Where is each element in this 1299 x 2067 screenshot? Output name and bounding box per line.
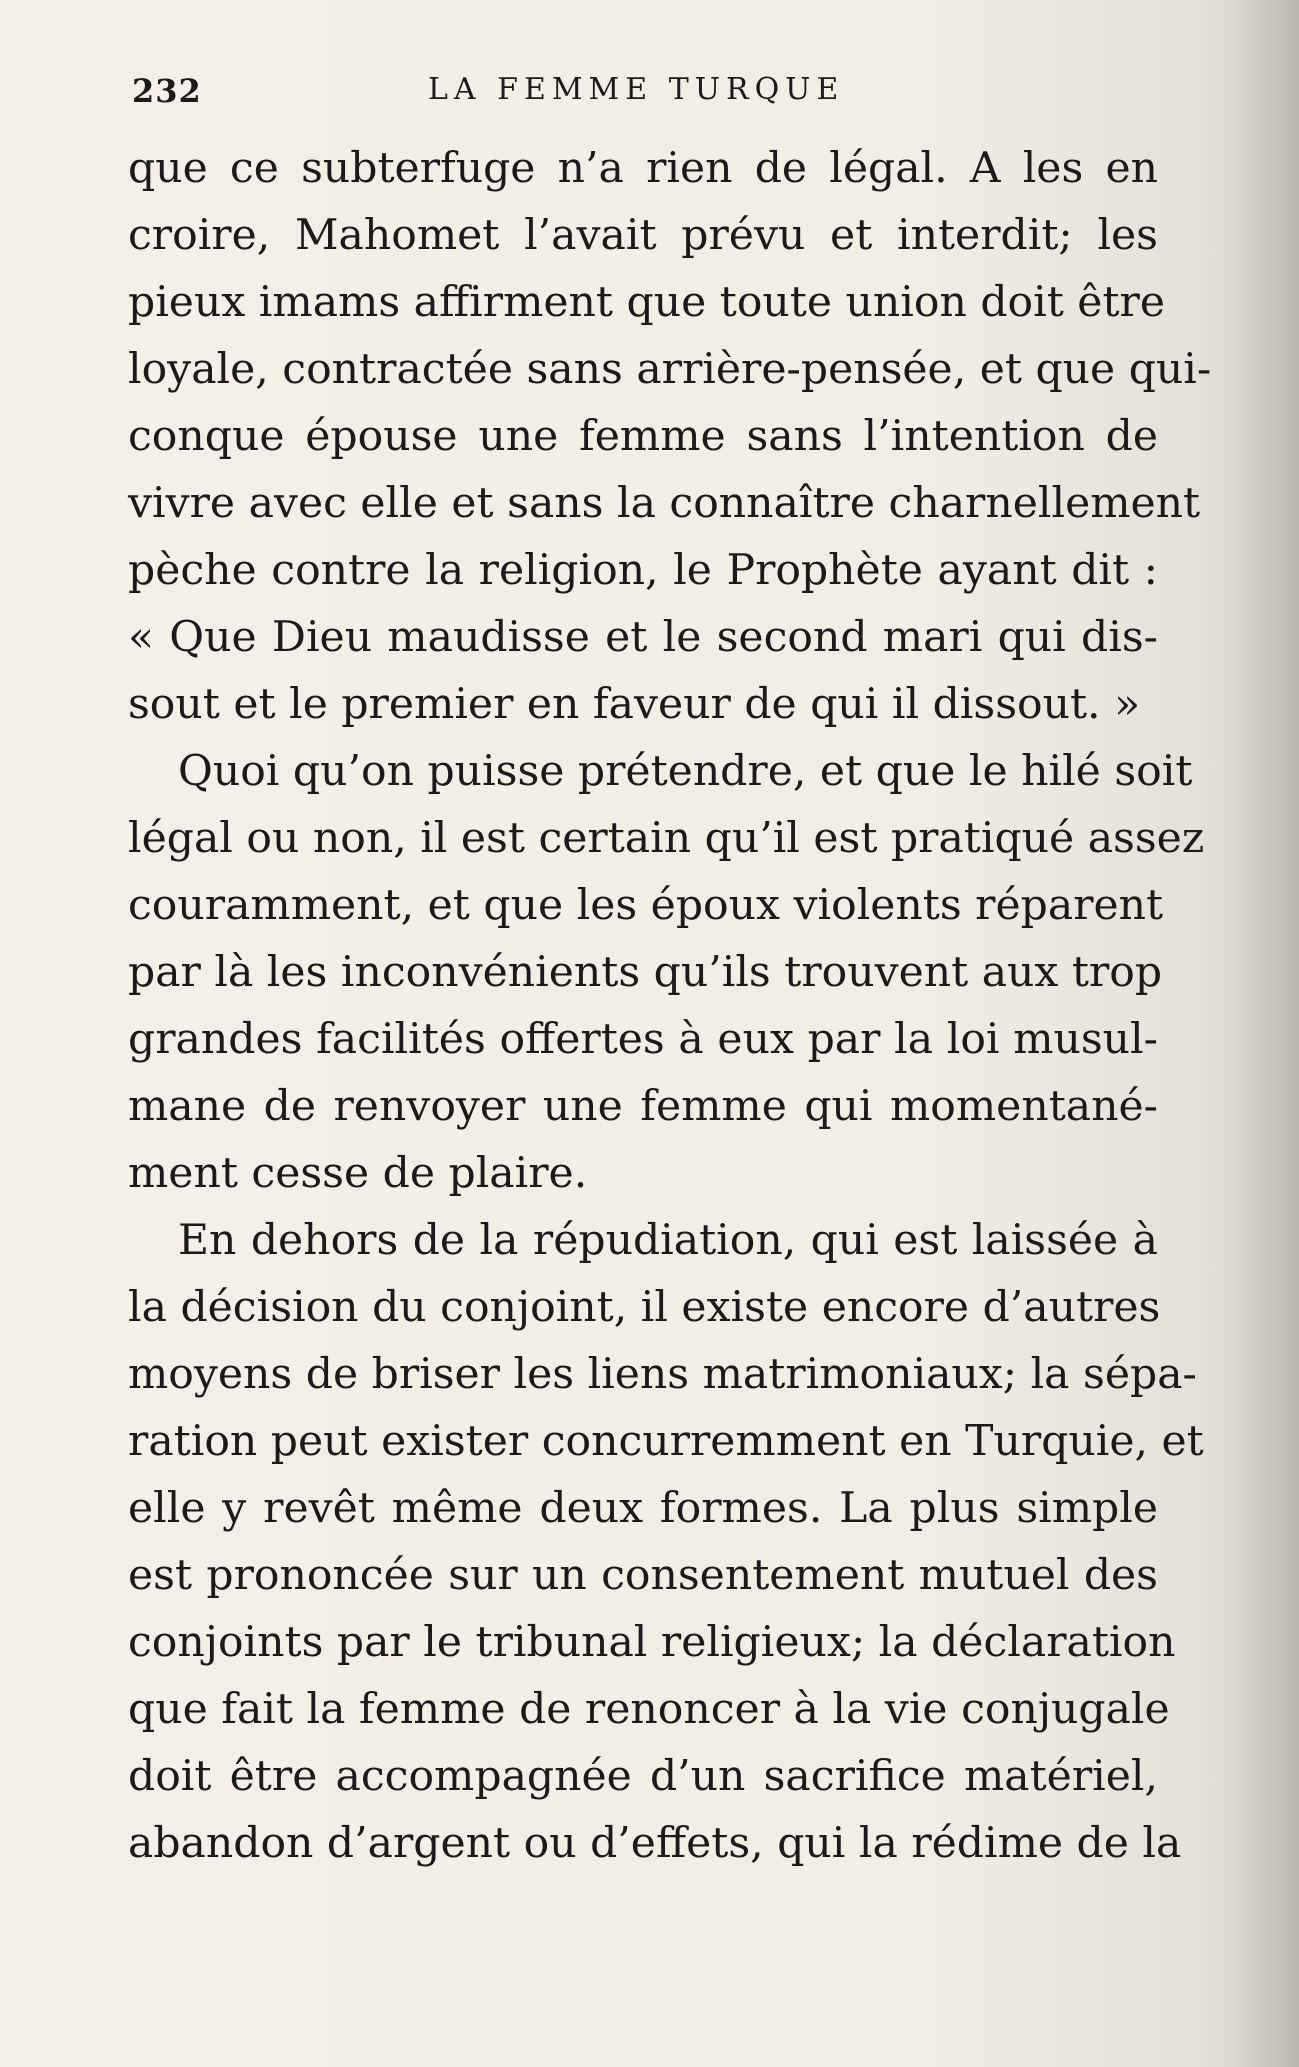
page-header <box>132 66 1152 116</box>
text-line: ration peut exister concurremment en Turquie, et <box>128 1417 1204 1466</box>
text-line: sout et le premier en faveur de qui il dissout. » <box>128 680 1141 729</box>
text-line: « Que Dieu maudisse et le second mari qui dis- <box>128 613 1158 662</box>
running-title: LA FEMME TURQUE <box>428 72 845 107</box>
text-line: pieux imams affirment que toute union doit être <box>128 278 1165 327</box>
text-line: grandes facilités offertes à eux par la loi musul- <box>128 1015 1158 1064</box>
text-line: mane de renvoyer une femme qui momentané- <box>128 1082 1158 1131</box>
text-line: conque épouse une femme sans l’intention de <box>128 412 1158 461</box>
text-line: En dehors de la répudiation, qui est laissée à <box>178 1216 1158 1265</box>
body-text <box>128 135 1212 1877</box>
text-line: Quoi qu’on puisse prétendre, et que le hilé soit <box>178 747 1193 796</box>
text-line: la décision du conjoint, il existe encore d’autres <box>128 1283 1161 1332</box>
text-line: que ce subterfuge n’a rien de légal. A les en <box>128 144 1158 193</box>
text-line: vivre avec elle et sans la connaître charnellement <box>128 479 1201 528</box>
text-line: pèche contre la religion, le Prophète ayant dit : <box>128 546 1158 595</box>
text-line: par là les inconvénients qu’ils trouvent aux trop <box>128 948 1163 997</box>
page-edge-shadow <box>1229 0 1299 2067</box>
text-line: moyens de briser les liens matrimoniaux; la sépa- <box>128 1350 1197 1399</box>
text-line: croire, Mahomet l’avait prévu et interdit; les <box>128 211 1158 260</box>
text-line: doit être accompagnée d’un sacrifice matériel, <box>128 1752 1158 1801</box>
text-line: légal ou non, il est certain qu’il est pratiqué assez <box>128 814 1205 863</box>
text-line: couramment, et que les époux violents réparent <box>128 881 1164 930</box>
text-line: loyale, contractée sans arrière-pensée, et que qui- <box>128 345 1212 394</box>
text-line: que fait la femme de renoncer à la vie conjugale <box>128 1685 1170 1734</box>
text-line: conjoints par le tribunal religieux; la déclaration <box>128 1618 1176 1667</box>
text-line: abandon d’argent ou d’effets, qui la rédime de la <box>128 1819 1182 1868</box>
page-number: 232 <box>132 72 202 110</box>
text-line: est prononcée sur un consentement mutuel des <box>128 1551 1158 1600</box>
text-line: ment cesse de plaire. <box>128 1149 588 1198</box>
text-line: elle y revêt même deux formes. La plus simple <box>128 1484 1158 1533</box>
